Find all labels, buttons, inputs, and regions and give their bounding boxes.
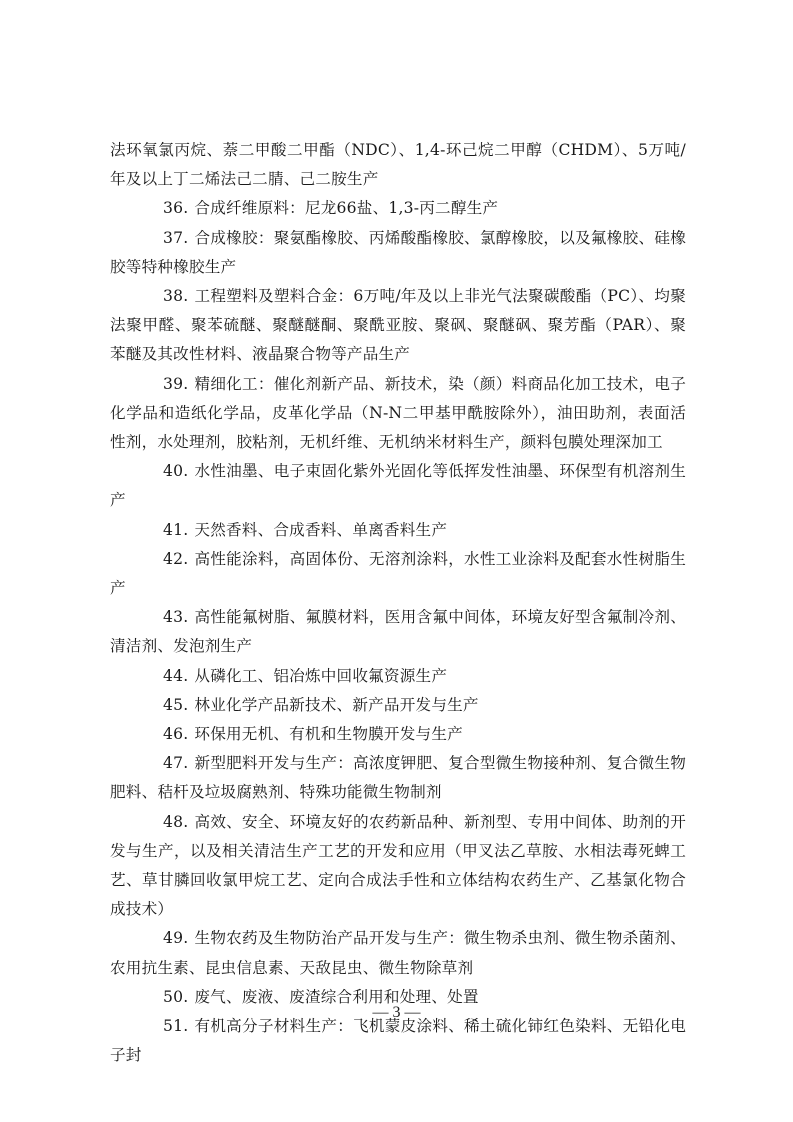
list-item-49 xyxy=(110,924,686,982)
item-text: 合成橡胶：聚氨酯橡胶、丙烯酸酯橡胶、氯醇橡胶，以及氟橡胶、硅橡胶等特种橡胶生产 xyxy=(110,228,686,276)
item-number: 49. xyxy=(163,929,189,948)
continuation-paragraph: 法环氧氯丙烷、萘二甲酸二甲酯（NDC）、1,4-环己烷二甲醇（CHDM）、5万吨/年及以上丁二烯法己二腈、己二胺生产 xyxy=(110,141,686,189)
item-text: 生物农药及生物防治产品开发与生产：微生物杀虫剂、微生物杀菌剂、农用抗生素、昆虫信息素、天敌昆虫、微生物除草剂 xyxy=(110,929,686,977)
item-number: 50. xyxy=(163,987,189,1006)
list-item-46 xyxy=(110,720,686,749)
item-number: 38. xyxy=(163,287,189,306)
item-number: 37. xyxy=(163,228,189,247)
item-number: 40. xyxy=(163,462,189,481)
list-item-44 xyxy=(110,662,686,691)
item-text: 工程塑料及塑料合金：6万吨/年及以上非光气法聚碳酸酯（PC）、均聚法聚甲醛、聚苯硫醚、聚醚醚酮、聚酰亚胺、聚砜、聚醚砜、聚芳酯（PAR）、聚苯醚及其改性材料、液晶聚合物等产品生产 xyxy=(110,287,686,364)
item-text: 废气、废液、废渣综合利用和处理、处置 xyxy=(194,987,479,1006)
item-text: 有机高分子材料生产：飞机蒙皮涂料、稀土硫化铈红色染料、无铅化电子封 xyxy=(110,1017,686,1065)
document-body xyxy=(110,136,686,1071)
list-item-48 xyxy=(110,808,686,925)
item-text: 从磷化工、铝冶炼中回收氟资源生产 xyxy=(194,666,448,685)
item-number: 43. xyxy=(163,608,189,627)
list-item-41 xyxy=(110,516,686,545)
item-number: 44. xyxy=(163,666,189,685)
item-number: 45. xyxy=(163,695,189,714)
item-text: 合成纤维原料：尼龙66盐、1,3-丙二醇生产 xyxy=(194,199,499,218)
item-number: 47. xyxy=(163,754,189,773)
item-number: 51. xyxy=(163,1017,189,1036)
item-number: 42. xyxy=(163,549,189,568)
item-text: 水性油墨、电子束固化紫外光固化等低挥发性油墨、环保型有机溶剂生产 xyxy=(110,462,686,510)
item-number: 39. xyxy=(163,374,189,393)
list-item-42 xyxy=(110,545,686,603)
item-number: 48. xyxy=(163,812,189,831)
item-text: 林业化学产品新技术、新产品开发与生产 xyxy=(194,695,479,714)
item-text: 天然香料、合成香料、单离香料生产 xyxy=(194,520,448,539)
list-item-38 xyxy=(110,282,686,370)
list-item-36 xyxy=(110,194,686,223)
page-number: — 3 — xyxy=(372,1004,421,1021)
list-item-45 xyxy=(110,691,686,720)
item-text: 新型肥料开发与生产：高浓度钾肥、复合型微生物接种剂、复合微生物肥料、秸杆及垃圾腐熟剂、特殊功能微生物制剂 xyxy=(110,754,686,802)
list-item-43 xyxy=(110,603,686,661)
item-text: 高性能涂料，高固体份、无溶剂涂料，水性工业涂料及配套水性树脂生产 xyxy=(110,549,686,598)
item-text: 精细化工：催化剂新产品、新技术，染（颜）料商品化加工技术，电子化学品和造纸化学品，皮革化学品（N-N二甲基甲酰胺除外），油田助剂，表面活性剂，水处理剂，胶粘剂，无机纤维、无机纳米材料生产，颜料包膜处理深加工 xyxy=(110,374,686,452)
item-number: 41. xyxy=(163,520,189,539)
item-text: 高效、安全、环境友好的农药新品种、新剂型、专用中间体、助剂的开发与生产，以及相关清洁生产工艺的开发和应用（甲叉法乙草胺、水相法毒死蜱工艺、草甘膦回收氯甲烷工艺、定向合成法手性和立体结构农药生产、乙基氯化物合成技术） xyxy=(110,812,686,919)
list-item-47 xyxy=(110,749,686,807)
list-item-37 xyxy=(110,224,686,282)
item-text: 环保用无机、有机和生物膜开发与生产 xyxy=(194,725,463,744)
list-item-39 xyxy=(110,370,686,458)
item-text: 高性能氟树脂、氟膜材料，医用含氟中间体，环境友好型含氟制冷剂、清洁剂、发泡剂生产 xyxy=(110,608,686,656)
list-item-40 xyxy=(110,457,686,515)
item-number: 36. xyxy=(163,199,189,218)
item-number: 46. xyxy=(163,725,189,744)
